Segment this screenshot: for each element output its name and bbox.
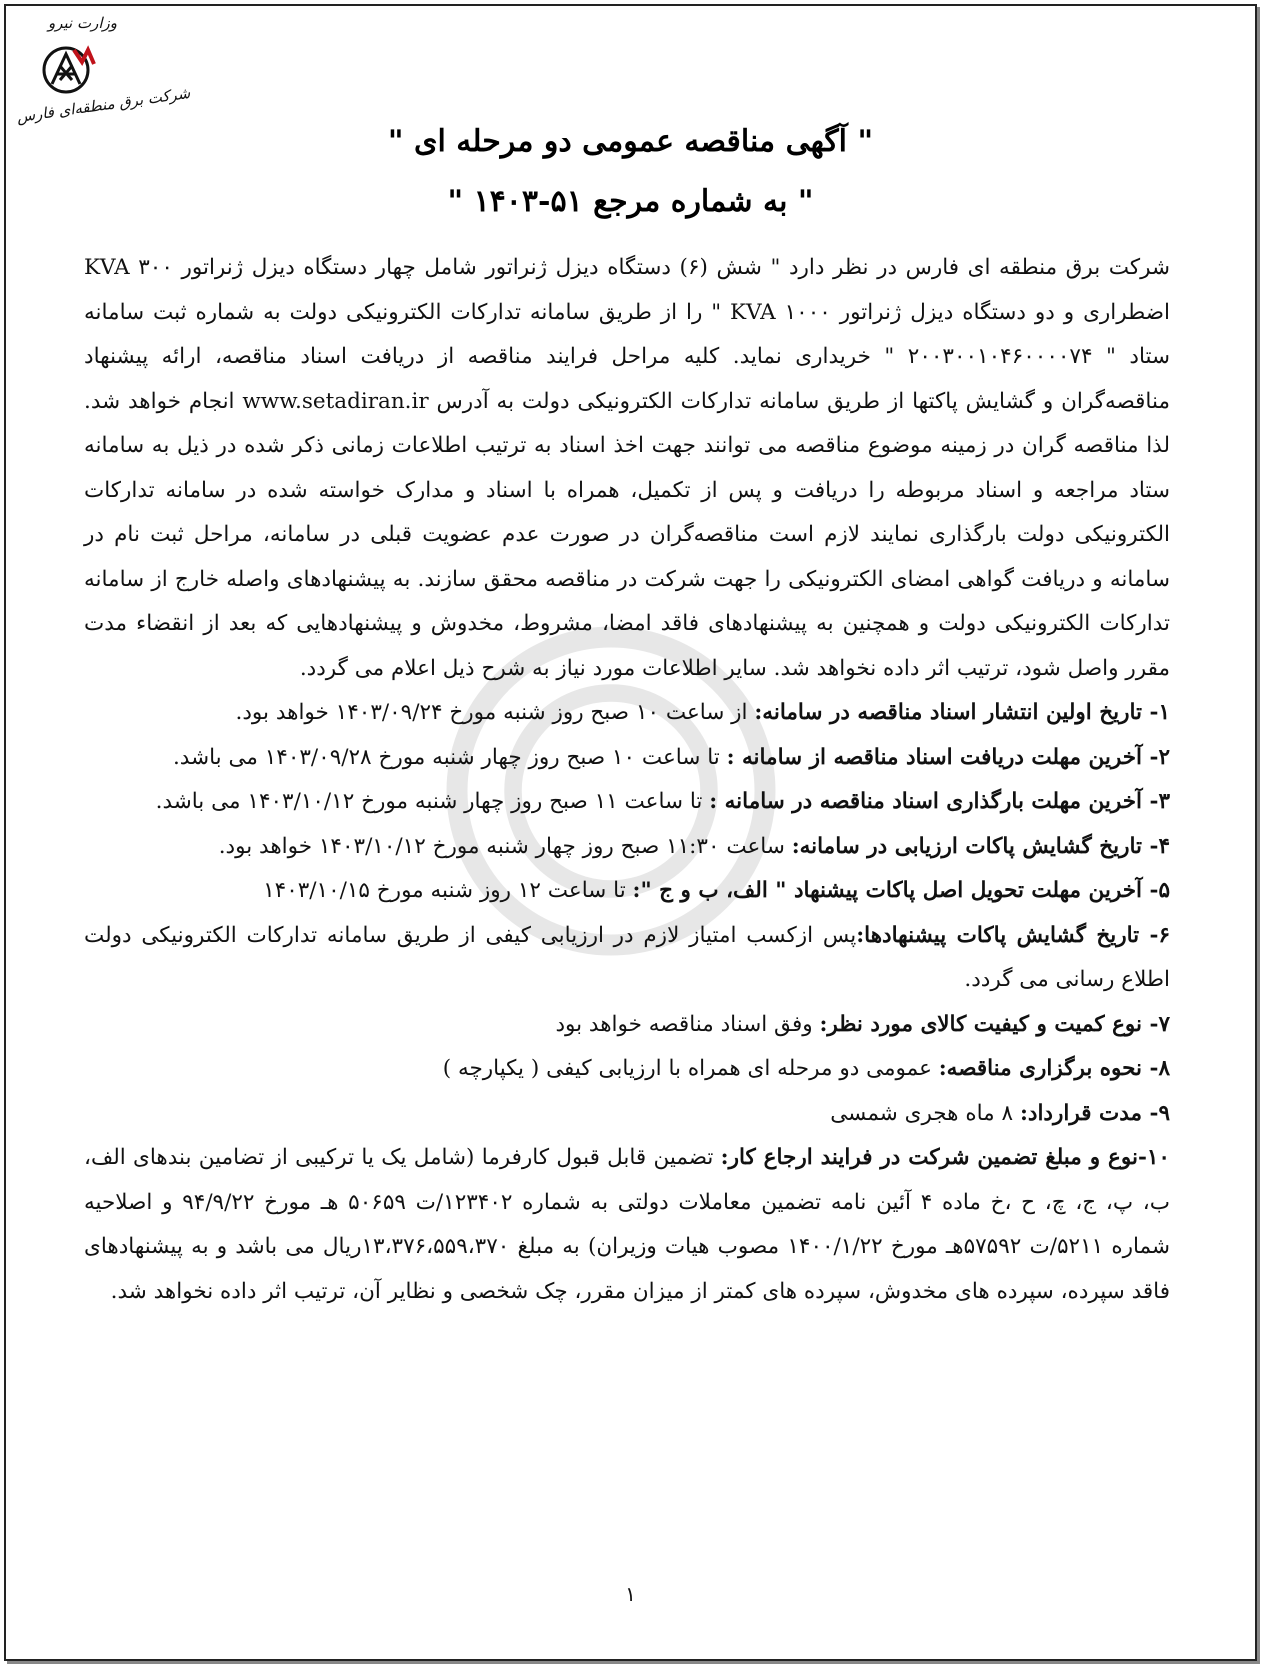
item-label: ۷- نوع کمیت و کیفیت کالای مورد نظر: bbox=[819, 1011, 1170, 1037]
item-5 bbox=[84, 869, 1170, 914]
tower-logo-icon bbox=[40, 40, 100, 100]
item-label: ۱۰-نوع و مبلغ تضمین شرکت در فرایند ارجاع کار: bbox=[720, 1145, 1170, 1170]
item-label: ۱- تاریخ اولین انتشار اسناد مناقصه در سامانه: bbox=[754, 700, 1170, 725]
document-page bbox=[4, 4, 1257, 1661]
item-6 bbox=[84, 914, 1170, 1003]
item-text: از ساعت ۱۰ صبح روز شنبه مورخ ۱۴۰۳/۰۹/۲۴ خواهد بود. bbox=[235, 700, 755, 725]
company-name: شرکت برق منطقه‌ای فارس bbox=[15, 83, 192, 127]
item-text: تا ساعت ۱۱ صبح روز چهار شنبه مورخ ۱۴۰۳/۱۰/۱۲ می باشد. bbox=[155, 789, 710, 814]
item-label: ۹- مدت قرارداد: bbox=[1019, 1100, 1170, 1126]
item-2 bbox=[84, 736, 1170, 781]
item-10 bbox=[84, 1136, 1170, 1314]
intro-paragraph: شرکت برق منطقه ای فارس در نظر دارد " شش (۶) دستگاه دیزل ژنراتور شامل چهار دستگاه دیزل ژنراتور ۳۰۰ KVA اضطراری و دو دستگاه دیزل ژنراتور ۱۰۰۰ KVA " را از طریق سامانه تدارکات الکترونیکی دولت به شماره ثبت سامانه ستاد " ۲۰۰۳۰۰۱۰۴۶۰۰۰۰۷۴ " خریداری نماید. کلیه مراحل فرایند مناقصه از دریافت اسناد مناقصه، ارائه پیشنهاد مناقصه‌گران و گشایش پاکتها از طریق سامانه تدارکات الکترونیکی دولت به آدرس www.setadiran.ir انجام خواهد شد. لذا مناقصه گران در زمینه موضوع مناقصه می توانند جهت اخذ اسناد به ترتیب اطلاعات زمانی ذکر شده در ذیل به سامانه ستاد مراجعه و اسناد مربوطه را دریافت و پس از تکمیل، همراه با اسناد و مدارک خواسته شده در سامانه تدارکات الکترونیکی دولت بارگذاری نمایند لازم است مناقصه‌گران در صورت عدم عضویت قبلی در سامانه، مراحل ثبت نام در سامانه و دریافت گواهی امضای الکترونیکی را جهت شرکت در مناقصه محقق سازند. به پیشنهادهای واصله خارج از سامانه تدارکات الکترونیکی دولت و همچنین به پیشنهادهای فاقد امضا، مشروط، مخدوش و پیشنهادهایی که بعد از انقضاء مدت مقرر واصل شود، ترتیب اثر داده نخواهد شد. سایر اطلاعات مورد نیاز به شرح ذیل اعلام می گردد. bbox=[84, 255, 1171, 681]
item-label: ۵- آخرین مهلت تحویل اصل پاکات پیشنهاد " الف، ب و ج ": bbox=[632, 878, 1170, 903]
page-number: ۱ bbox=[625, 1582, 636, 1606]
reference-number-title: " به شماره مرجع ۵۱-۱۴۰۳ " bbox=[447, 184, 814, 219]
item-text: وفق اسناد مناقصه خواهد بود bbox=[555, 1011, 820, 1037]
item-4 bbox=[84, 825, 1170, 870]
notice-title: " آگهی مناقصه عمومی دو مرحله ای " bbox=[387, 124, 874, 159]
item-text: تا ساعت ۱۰ صبح روز چهار شنبه مورخ ۱۴۰۳/۰۹/۲۸ می باشد. bbox=[172, 744, 727, 770]
notice-body bbox=[84, 246, 1170, 1314]
item-text: ساعت ۱۱:۳۰ صبح روز چهار شنبه مورخ ۱۴۰۳/۱۰/۱۲ خواهد بود. bbox=[218, 833, 792, 859]
item-3 bbox=[84, 780, 1170, 825]
item-9 bbox=[84, 1092, 1170, 1137]
item-text: عمومی دو مرحله ای همراه با ارزیابی کیفی ( یکپارچه ) bbox=[442, 1056, 939, 1081]
item-label: ۳- آخرین مهلت بارگذاری اسناد مناقصه در سامانه : bbox=[709, 789, 1170, 814]
company-logo bbox=[14, 14, 192, 132]
item-label: ۶- تاریخ گشایش پاکات پیشنهادها: bbox=[856, 922, 1170, 948]
item-text: تضمین قابل قبول کارفرما (شامل یک یا ترکیبی از تضامین بندهای الف، ب، پ، ج، چ، ح ،خ ماده ۴ آئین نامه تضمین معاملات دولتی به شماره ۱۲۳۴۰۲/ت ۵۰۶۵۹ هـ مورخ ۹۴/۹/۲۲ و اصلاحیه شماره ۵۲۱۱/ت ۵۷۵۹۲هـ مورخ ۱۴۰۰/۱/۲۲ مصوب هیات وزیران) به مبلغ ۱۳،۳۷۶،۵۵۹،۳۷۰ریال می باشد و به پیشنهادهای فاقد سپرده، سپرده های مخدوش، سپرده های کمتر از میزان مقرر، چک شخصی و نظایر آن، ترتیب اثر داده نخواهد شد. bbox=[84, 1145, 1171, 1304]
item-text: تا ساعت ۱۲ روز شنبه مورخ ۱۴۰۳/۱۰/۱۵ bbox=[263, 878, 633, 903]
item-8 bbox=[84, 1047, 1170, 1092]
item-7 bbox=[84, 1003, 1170, 1048]
item-label: ۸- نحوه برگزاری مناقصه: bbox=[938, 1056, 1170, 1081]
item-label: ۴- تاریخ گشایش پاکات ارزیابی در سامانه: bbox=[791, 833, 1170, 859]
item-label: ۲- آخرین مهلت دریافت اسناد مناقصه از سامانه : bbox=[726, 744, 1170, 770]
ministry-name: وزارت نیرو bbox=[48, 14, 118, 32]
item-text: ۸ ماه هجری شمسی bbox=[830, 1100, 1020, 1126]
item-1 bbox=[84, 691, 1170, 736]
item-text: پس ازکسب امتیاز لازم در ارزیابی کیفی از طریق سامانه تدارکات الکترونیکی دولت اطلاع رسانی می گردد. bbox=[84, 922, 1170, 992]
